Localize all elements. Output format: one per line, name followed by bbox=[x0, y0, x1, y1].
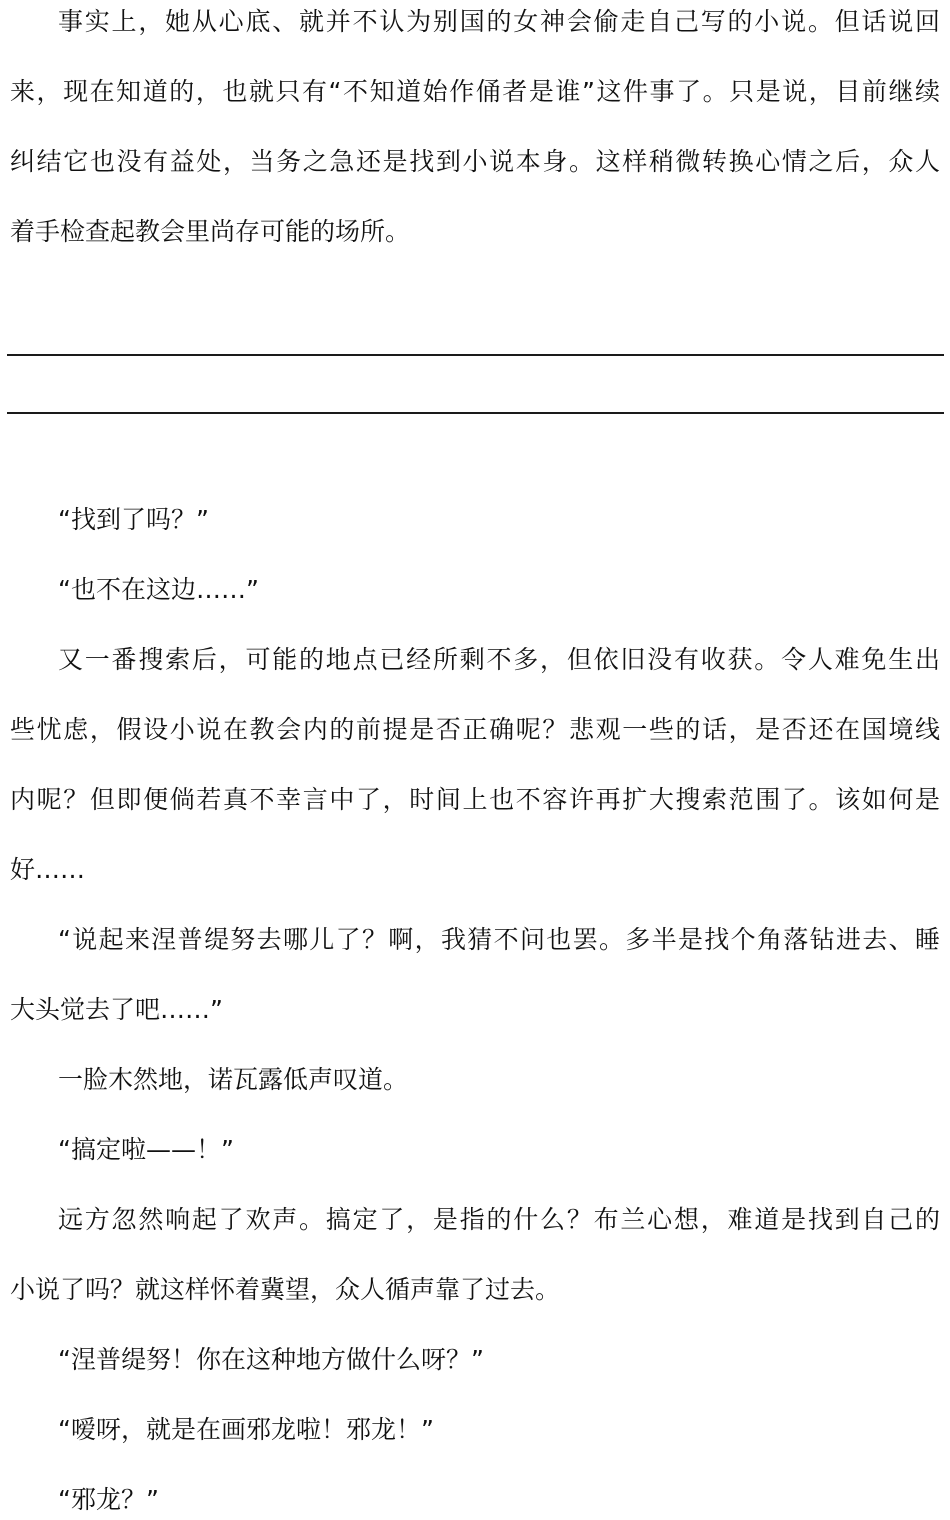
text-line: 一脸木然地，诺瓦露低声叹道。 bbox=[58, 1065, 409, 1094]
text-line: “也不在这边……” bbox=[58, 575, 259, 604]
text-line: 些忧虑，假设小说在教会内的前提是否正确呢？悲观一些的话，是否还在国境线 bbox=[10, 715, 940, 744]
text-line: “涅普缇努！你在这种地方做什么呀？” bbox=[58, 1345, 484, 1374]
dialogue-paragraph bbox=[10, 1130, 940, 1170]
text-line: 又一番搜索后，可能的地点已经所剩不多，但依旧没有收获。令人难免生出 bbox=[58, 645, 940, 674]
text-line: 事实上，她从心底、就并不认为别国的女神会偷走自己写的小说。但话说回 bbox=[58, 7, 940, 36]
text-line: “邪龙？” bbox=[58, 1485, 159, 1514]
paragraph bbox=[10, 1200, 940, 1310]
text-section-bottom bbox=[10, 500, 940, 1520]
text-line: 着手检查起教会里尚存可能的场所。 bbox=[10, 217, 411, 246]
dialogue-paragraph bbox=[10, 920, 940, 1030]
paragraph bbox=[10, 2, 940, 252]
text-line: 小说了吗？就这样怀着冀望，众人循声靠了过去。 bbox=[10, 1275, 561, 1304]
text-line: 纠结它也没有益处，当务之急还是找到小说本身。这样稍微转换心情之后，众人 bbox=[10, 147, 940, 176]
dialogue-paragraph bbox=[10, 1340, 940, 1380]
text-line: “嗳呀，就是在画邪龙啦！邪龙！” bbox=[58, 1415, 434, 1444]
text-line: “搞定啦——！” bbox=[58, 1135, 234, 1164]
paragraph bbox=[10, 1060, 940, 1100]
text-line: 内呢？但即便倘若真不幸言中了，时间上也不容许再扩大搜索范围了。该如何是 bbox=[10, 785, 940, 814]
text-line: 来，现在知道的，也就只有“不知道始作俑者是谁”这件事了。只是说，目前继续 bbox=[10, 77, 940, 106]
dialogue-paragraph bbox=[10, 1410, 940, 1450]
section-divider-line bbox=[7, 412, 944, 414]
text-section-top bbox=[10, 2, 940, 252]
dialogue-paragraph bbox=[10, 500, 940, 540]
section-divider-line bbox=[7, 354, 944, 356]
text-line: “说起来涅普缇努去哪儿了？啊，我猜不问也罢。多半是找个角落钻进去、睡 bbox=[58, 925, 940, 954]
text-line: 好…… bbox=[10, 855, 86, 884]
text-line: 大头觉去了吧……” bbox=[10, 995, 223, 1024]
paragraph bbox=[10, 640, 940, 890]
text-line: “找到了吗？” bbox=[58, 505, 209, 534]
dialogue-paragraph bbox=[10, 570, 940, 610]
dialogue-paragraph bbox=[10, 1480, 940, 1520]
text-line: 远方忽然响起了欢声。搞定了，是指的什么？布兰心想，难道是找到自己的 bbox=[58, 1205, 940, 1234]
